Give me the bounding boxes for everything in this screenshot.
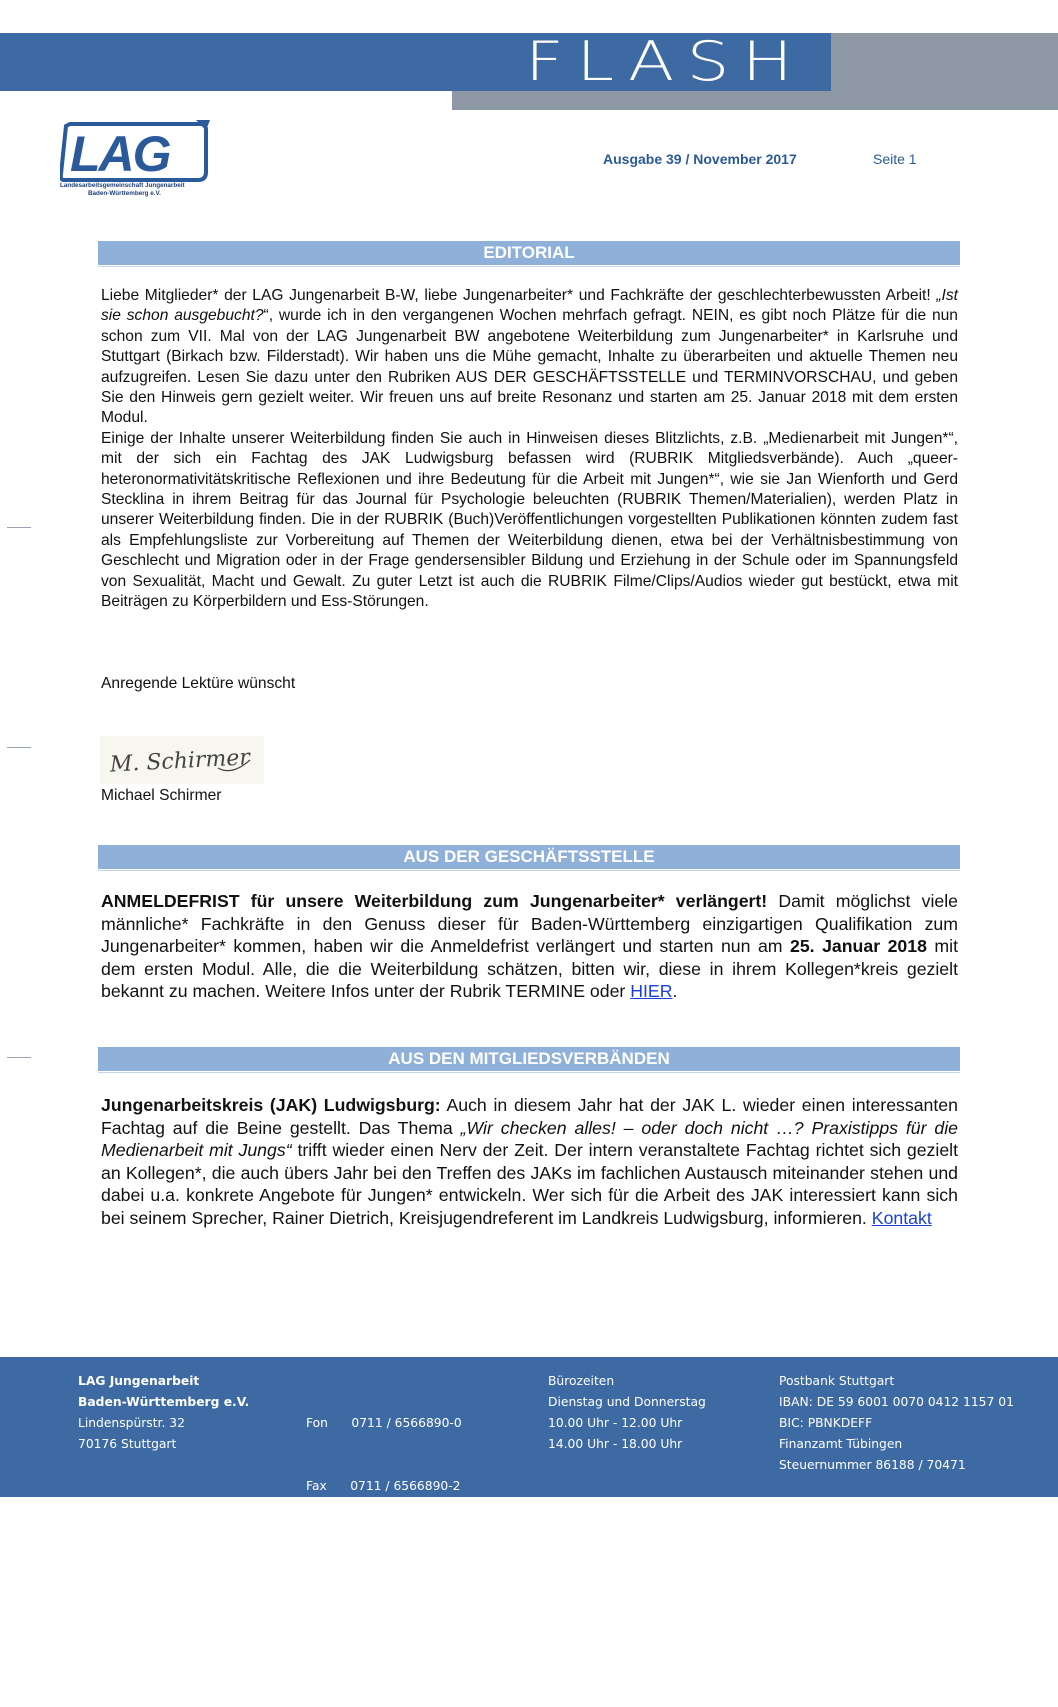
office-link-hier[interactable]: HIER <box>630 981 673 1002</box>
page-number: Seite 1 <box>873 151 917 167</box>
members-lead: Jungenarbeitskreis (JAK) Ludwigsburg: <box>101 1095 441 1115</box>
footer-street: Lindenspürstr. 32 <box>78 1416 185 1430</box>
signature-image <box>100 736 264 784</box>
footer-bic: BIC: PBNKDEFF <box>779 1416 873 1430</box>
editorial-paragraph-1: Liebe Mitglieder* der LAG Jungenarbeit B-W, liebe Jungenarbeiter* und Fachkräfte der geschlechterbewussten Arbeit! „Ist sie schon ausgebucht?“, wurde ich in den vergangenen Wochen mehrfach gefragt. NEIN, es gibt noch Plätze für die nun schon zum VII. Mal von der LAG Jungenarbeit BW angebotene Weiterbildung zum Jungenarbeiter* in Karlsruhe und Stuttgart (Birkach bzw. Filderstadt). Wir haben uns die Mühe gemacht, Inhalte zu überarbeiten und aktuelle Themen neu aufzugreifen. Lesen Sie dazu unter den Rubriken AUS DER GESCHÄFTSSTELLE und TERMINVORSCHAU, und geben Sie den Hinweis gern gezielt weiter. Wir freuen uns auf breite Resonanz und starten am 25. Januar 2018 mit dem ersten Modul. <box>101 287 958 427</box>
editorial-body <box>101 286 958 613</box>
footer-contact <box>306 1371 462 1707</box>
signature-script: M. Schirmer <box>109 745 251 778</box>
editorial-quote: „Ist sie schon ausgebucht? <box>101 287 958 325</box>
office-lead: ANMELDEFRIST für unsere Weiterbildung zum Jungenarbeiter* verlängert! <box>101 891 768 911</box>
footer-website[interactable]: www.lag-jungenarbeit.de <box>306 1668 460 1682</box>
footer-tax-number: Steuernummer 86188 / 70471 <box>779 1458 966 1472</box>
footer-bank <box>779 1371 1014 1476</box>
footer-iban: IBAN: DE 59 6001 0070 0412 1157 01 <box>779 1395 1014 1409</box>
office-body: ANMELDEFRIST für unsere Weiterbildung zum Jungenarbeiter* verlängert! Damit möglichst viele männliche* Fachkräfte in den Genuss dieser für Baden-Württemberg einzigartigen Qualifikation zum Jungenarbeiter* kommen, haben wir die Anmeldefrist verlängert und starten nun am 25. Januar 2018 mit dem ersten Modul. Alle, die die Weiterbildung schätzen, bitten wir, diese in ihrem Kollegen*kreis gezielt bekannt zu machen. Weitere Infos unter der Rubrik TERMINE oder HIER. <box>101 891 958 1002</box>
office-date: 25. Januar 2018 <box>790 936 927 957</box>
masthead-title: FLASH <box>525 30 806 93</box>
logo-caption-line2: Baden-Württemberg e.V. <box>88 190 161 197</box>
section-heading-text: AUS DER GESCHÄFTSSTELLE <box>403 847 655 866</box>
footer-mobile: Mobil 01523 / 3883029 <box>306 1542 457 1556</box>
margin-mark <box>7 747 31 748</box>
footer-org-region: Baden-Württemberg e.V. <box>78 1395 250 1409</box>
footer-tax-office: Finanzamt Tübingen <box>779 1437 903 1451</box>
footer-office-hours <box>548 1371 706 1455</box>
members-body: Jungenarbeitskreis (JAK) Ludwigsburg: Auch in diesem Jahr hat der JAK L. wieder einen interessanten Fachtag auf die Beine gestellt. Das Thema „Wir checken alles! – oder doch nicht …? Praxistipps für die Medienarbeit mit Jungs“ trifft wieder einen Nerv der Zeit. Der intern veranstaltete Fachtag richtet sich gezielt an Kollegen*, die auch übers Jahr bei den Treffen des JAKs im fachlichen Austausch miteinander stehen und dabei u.a. konkrete Angebote für Jungen* entwickeln. Wer sich für die Arbeit des JAK interessiert kann sich bei seinem Sprecher, Rainer Dietrich, Kreisjugendreferent im Landkreis Ludwigsburg, informieren. Kontakt <box>101 1095 958 1228</box>
footer-org-name: LAG Jungenarbeit <box>78 1374 200 1388</box>
section-divider <box>98 1072 960 1073</box>
margin-mark <box>7 1057 31 1058</box>
section-heading-text: EDITORIAL <box>483 243 575 262</box>
footer-phone: Fon 0711 / 6566890-0 <box>306 1416 462 1430</box>
footer-city: 70176 Stuttgart <box>78 1437 177 1451</box>
editorial-paragraph-2: Einige der Inhalte unserer Weiterbildung finden Sie auch in Hinweisen dieses Blitzlichts, z.B. „Medienarbeit mit Jungen*“, mit der sich ein Fachtag des JAK Ludwigsburg befassen wird (RUBRIK Mitgliedsverbände). Auch „queer-heteronormativitätskritische Reflexionen und ihre Bedeutung für die Arbeit mit Jungen*“, wie sie Jan Wienforth und Gerd Stecklina in ihrem Beitrag für das Journal für Psychologie beleuchten (RUBRIK Themen/Materialien), werden Platz in unserer Weiterbildung finden. Die in der RUBRIK (Buch)Veröffentlichungen vorgestellten Publikationen könnten zudem fast als Empfehlungsliste zur Vorbereitung auf Themen der Weiterbildung dienen, etwa bei der Verhältnisbestimmung von Geschlecht und Migration oder in der Frage gendersensibler Bildung und Erziehung in der Schule oder im Spannungsfeld von Sexualität, Macht und Gewalt. Zu guter Letzt ist auch die RUBRIK Filme/Clips/Audios wieder gut bestückt, etwa mit Beiträgen zu Körperbildern und Ess-Störungen. <box>101 429 958 611</box>
footer-hours-title: Bürozeiten <box>548 1374 615 1388</box>
section-divider <box>98 266 960 267</box>
footer-hours-days: Dienstag und Donnerstag <box>548 1395 706 1409</box>
footer-bank-name: Postbank Stuttgart <box>779 1374 895 1388</box>
section-heading-members <box>98 1047 960 1071</box>
margin-mark <box>7 527 31 528</box>
editorial-closing: Anregende Lektüre wünscht <box>101 675 296 692</box>
footer-address <box>78 1371 249 1455</box>
section-heading-text: AUS DEN MITGLIEDSVERBÄNDEN <box>388 1049 670 1068</box>
members-theme: „Wir checken alles! – oder doch nicht …? Praxistipps für die Medienarbeit mit Jungs“ <box>101 1117 958 1161</box>
issue-label: Ausgabe 39 / November 2017 <box>603 151 797 167</box>
section-heading-editorial <box>98 241 960 265</box>
footer-hours-afternoon: 14.00 Uhr - 18.00 Uhr <box>548 1437 683 1451</box>
logo-caption-line1: Landesarbeitsgemeinschaft Jungenarbeit <box>60 182 185 189</box>
signer-name: Michael Schirmer <box>101 787 222 804</box>
footer-fax: Fax 0711 / 6566890-2 <box>306 1479 461 1493</box>
members-contact-link[interactable]: Kontakt <box>871 1207 932 1228</box>
lag-logo-mark: LAG <box>70 126 170 182</box>
section-heading-office <box>98 845 960 869</box>
section-divider <box>98 870 960 871</box>
footer-email[interactable]: info@lag-jungenarbeit.de <box>306 1605 463 1619</box>
footer-hours-morning: 10.00 Uhr - 12.00 Uhr <box>548 1416 683 1430</box>
